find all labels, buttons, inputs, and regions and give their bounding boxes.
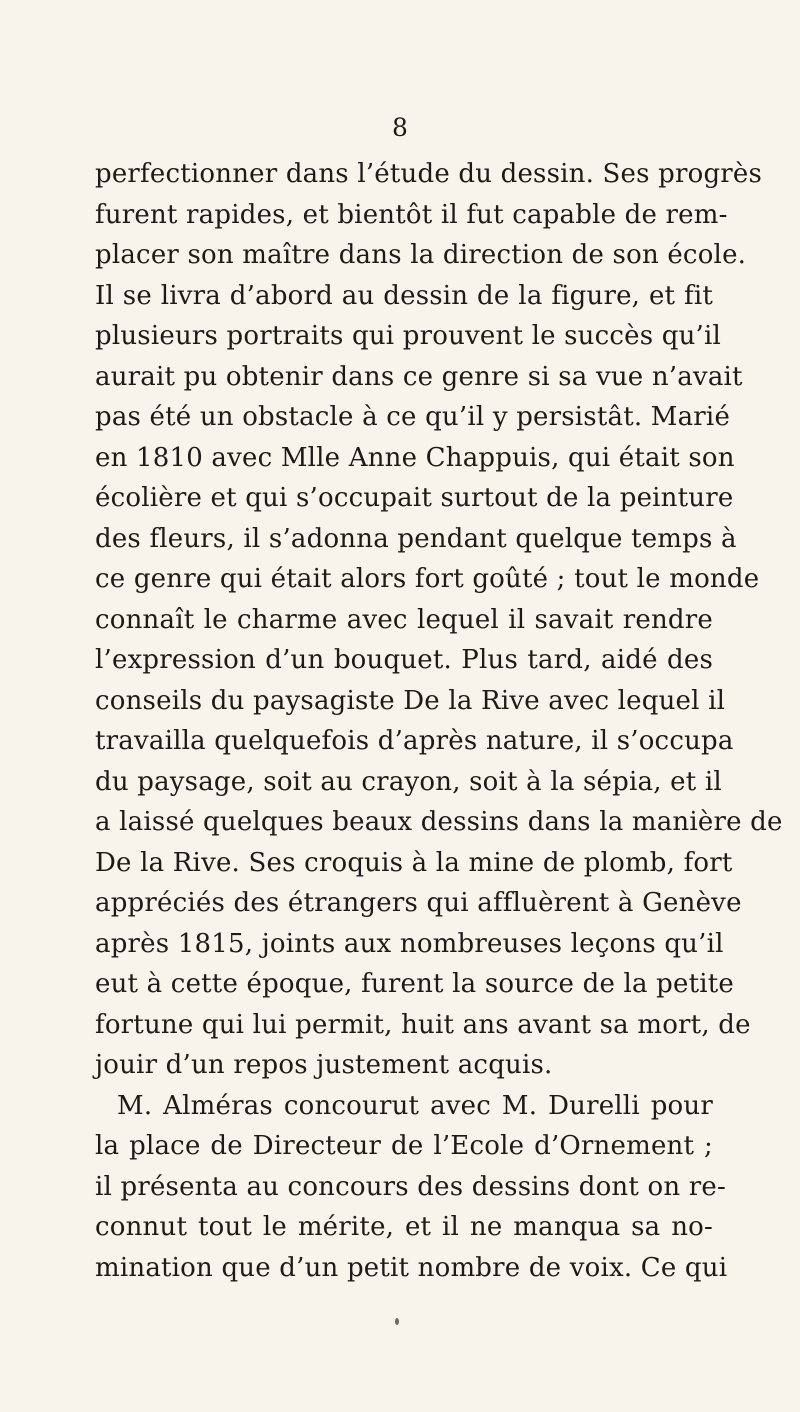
text-line: en 1810 avec Mlle Anne Chappuis, qui était son <box>95 442 735 473</box>
text-line: il présenta au concours des dessins dont on re- <box>95 1171 726 1202</box>
text-line: pas été un obstacle à ce qu’il y persistât. Marié <box>95 402 731 432</box>
text-line: Il se livra d’abord au dessin de la figure, et fit <box>95 280 713 311</box>
text-line: l’expression d’un bouquet. Plus tard, aidé des <box>95 645 713 675</box>
text-line: De la Rive. Ses croquis à la mine de plomb, fort <box>95 847 733 878</box>
text-line: ce genre qui était alors fort goûté ; tout le monde <box>95 564 760 594</box>
text-line: du paysage, soit au crayon, soit à la sépia, et il <box>95 766 722 797</box>
text-line: a laissé quelques beaux dessins dans la manière de <box>95 807 783 837</box>
text-line: mination que d’un petit nombre de voix. Ce qui <box>95 1252 728 1283</box>
text-line: aurait pu obtenir dans ce genre si sa vue n’avait <box>95 361 743 392</box>
text-line: eut à cette époque, furent la source de la petite <box>95 969 735 999</box>
text-line: jouir d’un repos justement acquis. <box>95 1050 553 1080</box>
text-line: travailla quelquefois d’après nature, il s’occupa <box>95 726 734 756</box>
text-line: après 1815, joints aux nombreuses leçons qu’il <box>95 928 724 959</box>
text-line: perfectionner dans l’étude du dessin. Ses progrès <box>95 159 763 189</box>
text-line: la place de Directeur de l’Ecole d’Ornement ; <box>95 1131 713 1161</box>
text-line: connaît le charme avec lequel il savait rendre <box>95 604 713 635</box>
text-line: appréciés des étrangers qui affluèrent à Genève <box>95 888 742 918</box>
body-text <box>95 154 783 1288</box>
page-number: 8 <box>392 113 408 142</box>
text-line: fortune qui lui permit, huit ans avant sa mort, de <box>95 1009 751 1040</box>
text-line: placer son maître dans la direction de son école. <box>95 240 747 270</box>
text-line: des fleurs, il s’adonna pendant quelque temps à <box>95 523 737 554</box>
text-line: furent rapides, et bientôt il fut capable de rem- <box>95 199 728 230</box>
text-line: écolière et qui s’occupait surtout de la peinture <box>95 483 734 513</box>
text-line: connut tout le mérite, et il ne manqua sa no- <box>95 1212 713 1242</box>
paper-speck <box>395 1318 399 1325</box>
text-line: M. Alméras concourut avec M. Durelli pour <box>117 1090 713 1121</box>
text-line: conseils du paysagiste De la Rive avec lequel il <box>95 685 726 716</box>
text-line: plusieurs portraits qui prouvent le succès qu’il <box>95 321 722 351</box>
